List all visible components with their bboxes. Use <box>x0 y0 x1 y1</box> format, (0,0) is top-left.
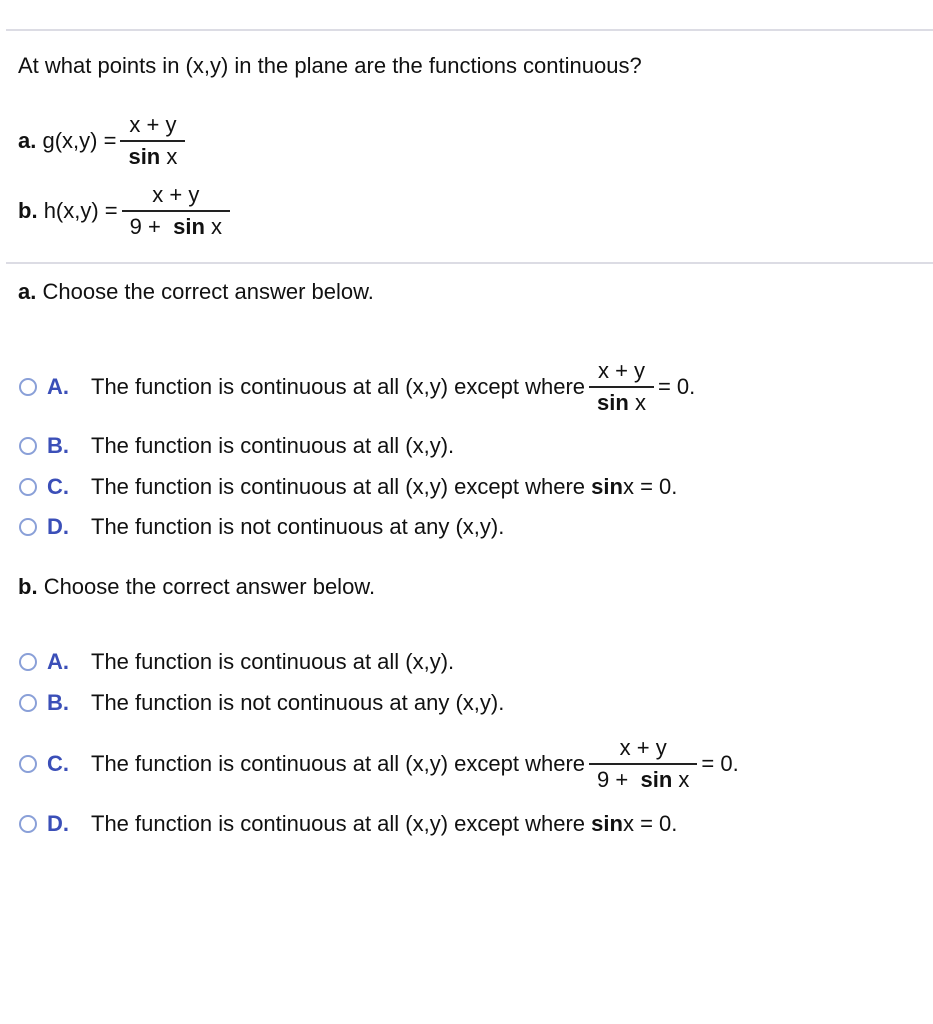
numerator: x + y <box>152 182 200 207</box>
option-sin: sin <box>591 474 623 499</box>
option-letter: C. <box>47 474 69 499</box>
part-a-label: a. <box>18 279 37 304</box>
option-text: The function is continuous at all (x,y) except where <box>91 751 586 776</box>
denominator-var: x <box>628 390 646 415</box>
option-text: The function is continuous at all (x,y). <box>91 433 455 458</box>
option-b-C[interactable] <box>19 735 739 793</box>
option-tail: = 0. <box>701 751 739 776</box>
section-divider <box>6 262 933 264</box>
function-b <box>18 182 234 240</box>
denominator-sin: sin <box>173 214 205 239</box>
radio-button[interactable] <box>19 653 37 671</box>
option-tail: x = 0. <box>622 811 678 836</box>
option-tail: = 0. <box>657 374 696 399</box>
denominator-sin: sin <box>128 144 161 169</box>
numerator: x + y <box>597 358 646 383</box>
part-a-prompt-text: Choose the correct answer below. <box>42 279 374 304</box>
denominator-sin: sin <box>597 390 629 415</box>
option-letter: B. <box>47 690 69 715</box>
option-fraction <box>589 735 697 793</box>
option-letter: B. <box>47 433 69 458</box>
option-letter: D. <box>47 811 69 836</box>
function-a <box>18 112 189 170</box>
denominator-prefix: 9 + <box>129 214 167 239</box>
part-b-label: b. <box>18 574 38 599</box>
option-letter: A. <box>47 649 69 674</box>
option-tail: x = 0. <box>622 474 678 499</box>
option-text: The function is continuous at all (x,y). <box>91 649 455 674</box>
question-text: At what points in (x,y) in the plane are the functions continuous? <box>18 53 642 78</box>
function-b-label: b. <box>18 198 38 223</box>
option-letter: A. <box>47 374 69 399</box>
radio-button[interactable] <box>19 437 37 455</box>
part-a-prompt <box>18 279 374 305</box>
part-b-prompt-text: Choose the correct answer below. <box>43 574 376 599</box>
radio-button[interactable] <box>19 478 37 496</box>
top-divider <box>6 29 933 31</box>
radio-button[interactable] <box>19 378 37 396</box>
denominator-var: x <box>160 144 178 169</box>
option-a-D[interactable] <box>19 514 504 540</box>
option-b-D[interactable] <box>19 811 677 837</box>
option-a-B[interactable] <box>19 433 454 459</box>
numerator: x + y <box>129 112 177 137</box>
option-sin: sin <box>591 811 623 836</box>
function-a-fraction <box>120 112 185 170</box>
option-a-A[interactable] <box>19 358 695 416</box>
option-fraction <box>589 358 654 416</box>
numerator: x + y <box>619 735 667 760</box>
radio-button[interactable] <box>19 755 37 773</box>
option-text: The function is continuous at all (x,y) except where <box>91 811 586 836</box>
option-text: The function is not continuous at any (x,y). <box>91 514 505 539</box>
option-text: The function is continuous at all (x,y) except where <box>91 474 586 499</box>
option-b-A[interactable] <box>19 649 454 675</box>
radio-button[interactable] <box>19 518 37 536</box>
function-b-fraction <box>122 182 230 240</box>
denominator-var: x <box>672 767 690 792</box>
function-a-label: a. <box>18 128 37 153</box>
radio-button[interactable] <box>19 694 37 712</box>
option-text: The function is not continuous at any (x,y). <box>91 690 505 715</box>
function-a-name: g(x,y) = <box>42 128 117 153</box>
radio-button[interactable] <box>19 815 37 833</box>
option-letter: C. <box>47 751 69 776</box>
part-b-prompt <box>18 574 375 600</box>
option-a-C[interactable] <box>19 474 677 500</box>
option-b-B[interactable] <box>19 690 504 716</box>
denominator-var: x <box>204 214 223 239</box>
option-letter: D. <box>47 514 69 539</box>
function-b-name: h(x,y) = <box>43 198 118 223</box>
denominator-prefix: 9 + <box>597 767 635 792</box>
option-text: The function is continuous at all (x,y) except where <box>91 374 586 399</box>
denominator-sin: sin <box>640 767 673 792</box>
